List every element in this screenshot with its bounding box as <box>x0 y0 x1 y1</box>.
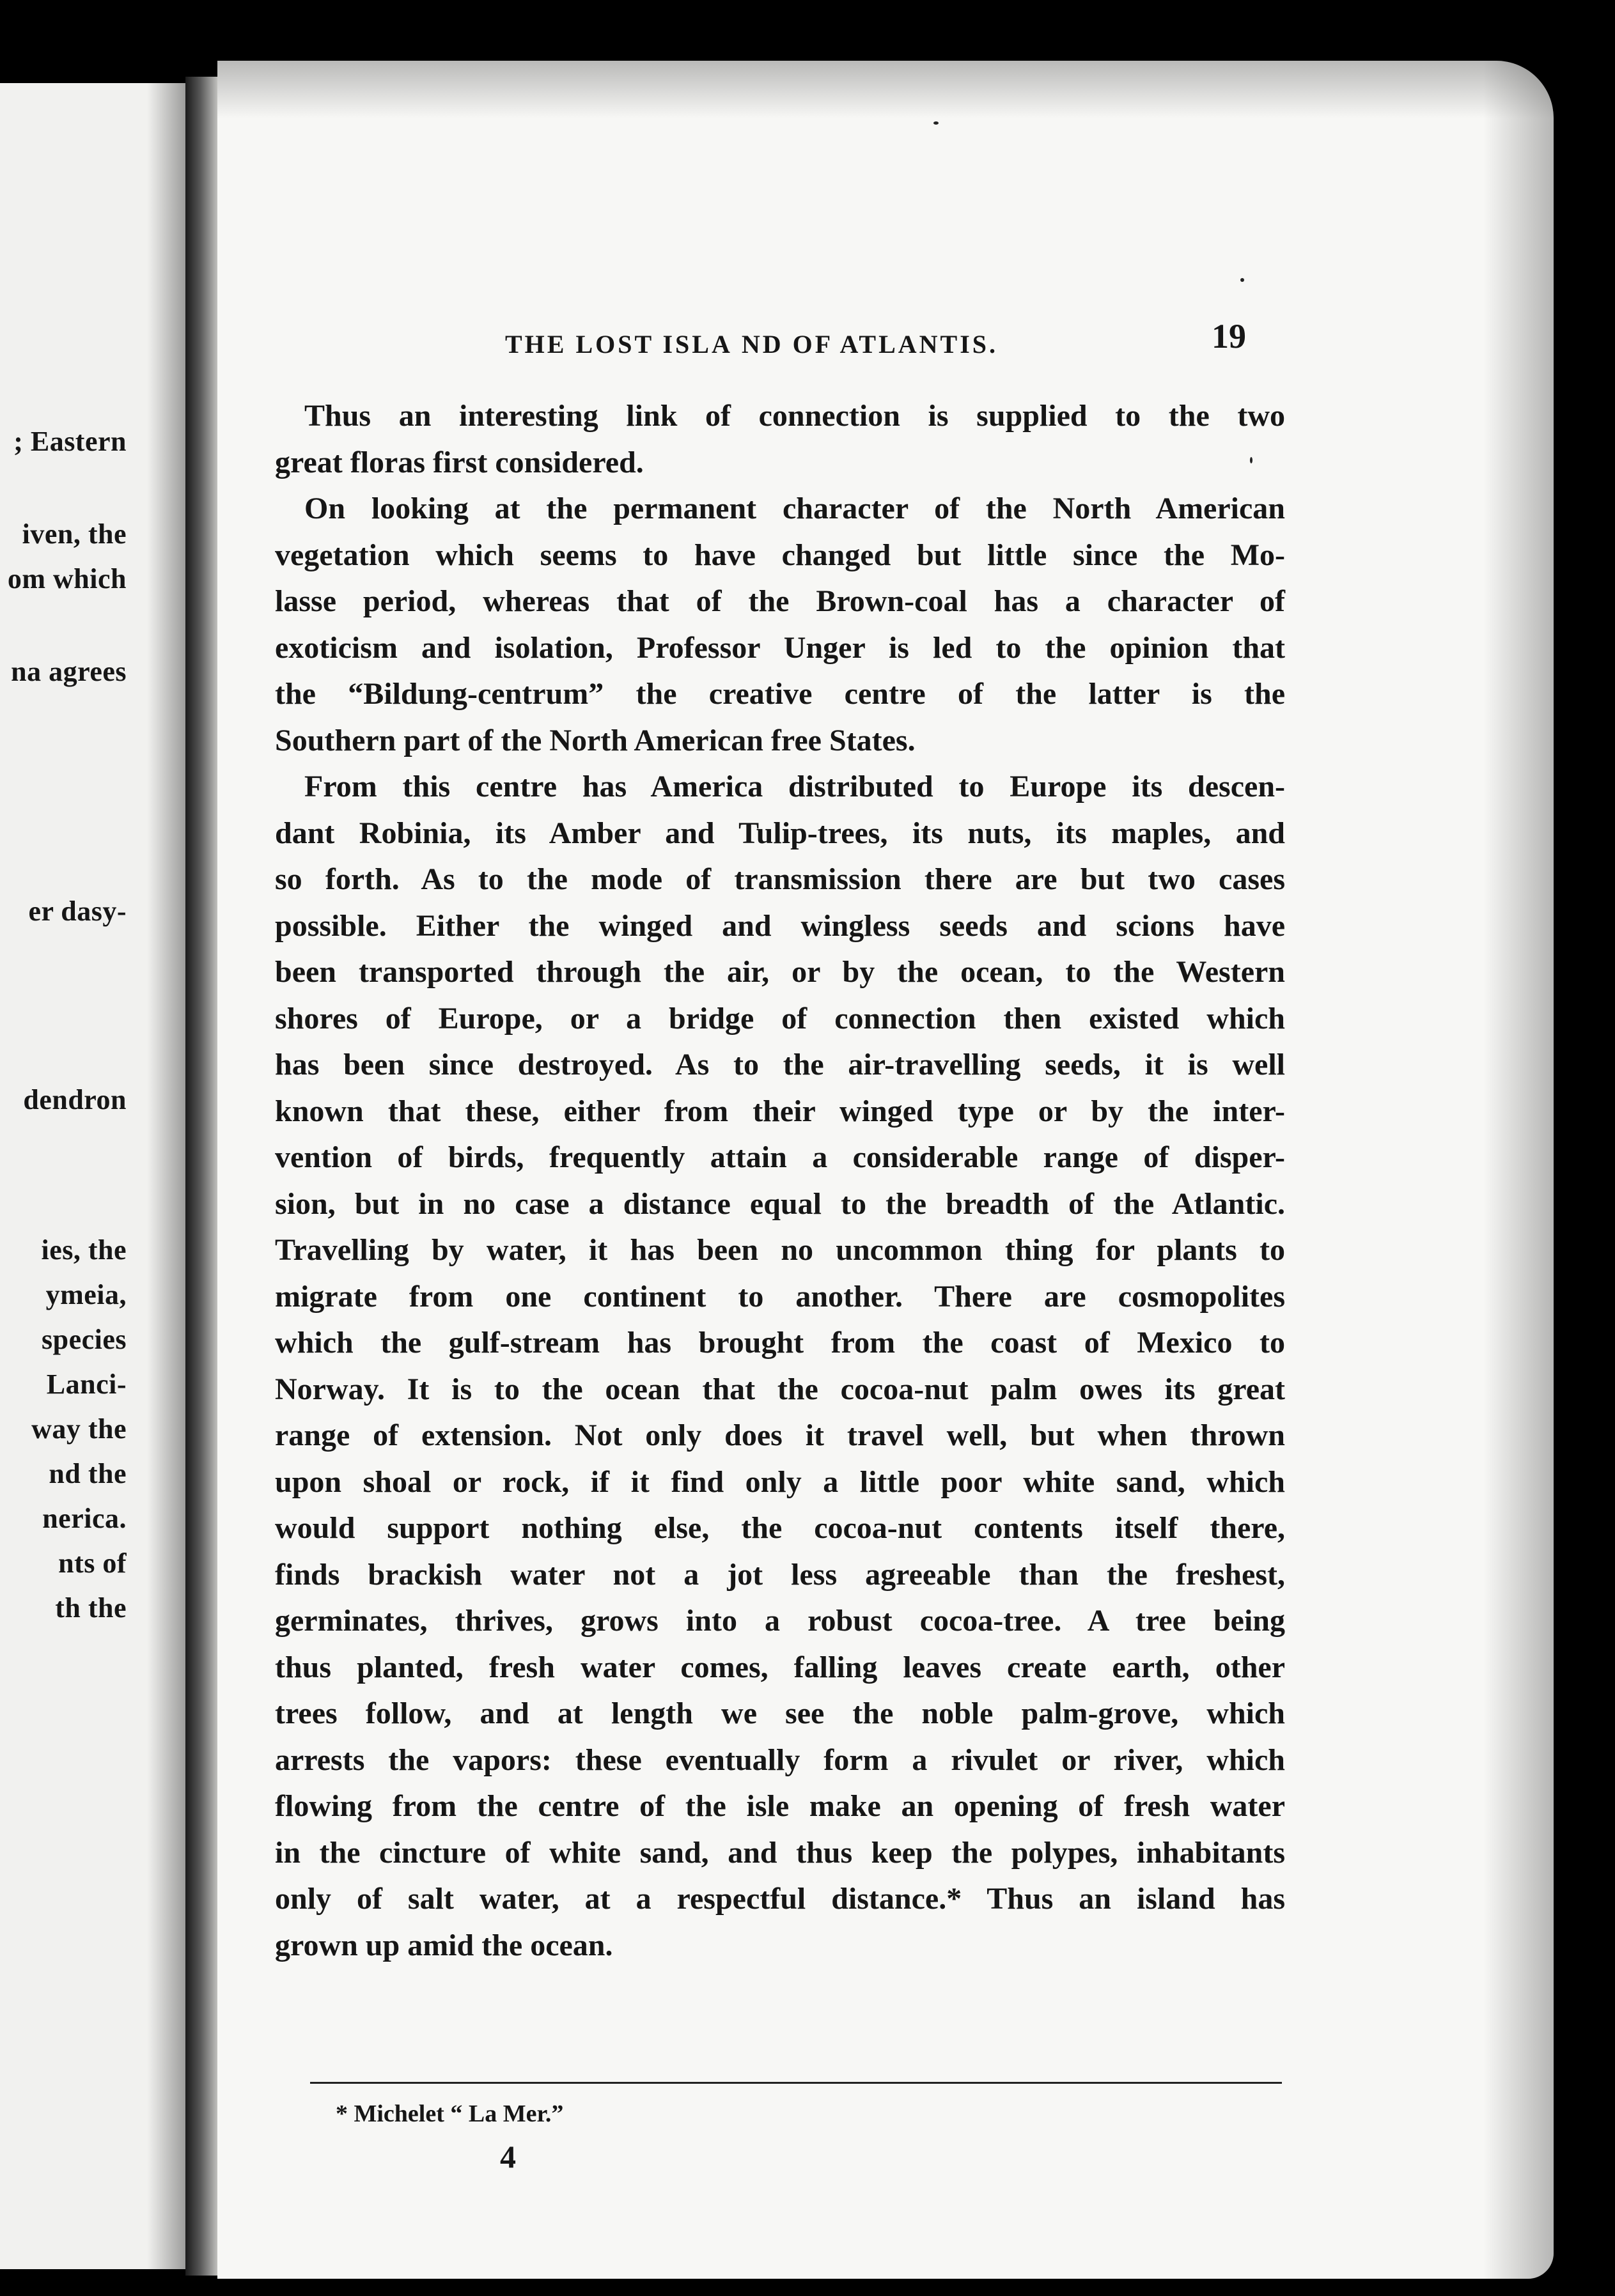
left-page-fragment: th the <box>55 1592 127 1624</box>
text-line: has been since destroyed. As to the air-travelling seeds, it is well <box>275 1048 1285 1082</box>
left-page-fragment: om which <box>7 563 127 594</box>
text-line: the “Bildung-centrum” the creative centre of the latter is the <box>275 677 1285 711</box>
left-page-fragment: dendron <box>23 1084 127 1115</box>
text-line: lasse period, whereas that of the Brown-coal has a character of <box>275 584 1285 618</box>
text-line: Southern part of the North American free States. <box>275 723 916 757</box>
left-page-fragment: way the <box>31 1413 127 1445</box>
text-line: grown up amid the ocean. <box>275 1928 613 1962</box>
text-line: would support nothing else, the cocoa-nut contents itself there, <box>275 1511 1285 1545</box>
text-line: sion, but in no case a distance equal to the breadth of the Atlantic. <box>275 1186 1285 1221</box>
left-page-fragment: Lanci- <box>46 1369 127 1400</box>
running-head: THE LOST ISLA ND OF ATLANTIS. <box>505 330 999 359</box>
text-line: upon shoal or rock, if it find only a little poor white sand, which <box>275 1464 1285 1499</box>
text-line: range of extension. Not only does it travel well, but when thrown <box>275 1418 1285 1452</box>
page-number: 19 <box>1212 317 1246 355</box>
text-line: arrests the vapors: these eventually form a rivulet or river, which <box>275 1742 1285 1777</box>
right-page <box>217 61 1554 2279</box>
text-line: known that these, either from their winged type or by the inter- <box>275 1094 1285 1128</box>
text-line: shores of Europe, or a bridge of connection then existed which <box>275 1001 1285 1036</box>
left-page-gutter-shadow <box>147 83 185 2269</box>
text-line: exoticism and isolation, Professor Unger is led to the opinion that <box>275 630 1285 665</box>
signature-mark: 4 <box>500 2139 516 2175</box>
text-line: dant Robinia, its Amber and Tulip-trees, its nuts, its maples, and <box>275 816 1285 850</box>
text-line: Thus an interesting link of connection is supplied to the two <box>304 399 1285 433</box>
text-line: Travelling by water, it has been no uncommon thing for plants to <box>275 1233 1285 1267</box>
left-page-fragment: species <box>41 1324 127 1355</box>
text-line: finds brackish water not a jot less agreeable than the freshest, <box>275 1557 1285 1592</box>
text-line: vegetation which seems to have changed but little since the Mo- <box>275 538 1285 572</box>
text-line: flowing from the centre of the isle make an opening of fresh water <box>275 1789 1285 1823</box>
text-line: so forth. As to the mode of transmission there are but two cases <box>275 862 1285 896</box>
text-line: great floras first considered. <box>275 445 644 479</box>
left-page-fragment: nd the <box>49 1458 127 1489</box>
text-line: germinates, thrives, grows into a robust cocoa-tree. A tree being <box>275 1604 1285 1638</box>
left-page <box>0 83 185 2269</box>
left-page-fragment: ; Eastern <box>13 426 127 457</box>
left-page-fragment: nts of <box>58 1547 127 1579</box>
footnote-rule <box>310 2082 1282 2084</box>
page-right-edge-shadow <box>1483 61 1554 2279</box>
text-line: only of salt water, at a respectful distance.* Thus an island has <box>275 1882 1285 1916</box>
text-line: From this centre has America distributed to Europe its descen- <box>304 770 1285 803</box>
text-line: possible. Either the winged and wingless seeds and scions have <box>275 908 1285 943</box>
text-line: which the gulf-stream has brought from the coast of Mexico to <box>275 1326 1285 1360</box>
text-line: On looking at the permanent character of the North American <box>304 492 1285 525</box>
text-line: thus planted, fresh water comes, falling leaves create earth, other <box>275 1650 1285 1684</box>
left-page-fragment: nerica. <box>42 1503 127 1534</box>
text-line: been transported through the air, or by the ocean, to the Western <box>275 955 1285 989</box>
text-line: Norway. It is to the ocean that the cocoa-nut palm owes its great <box>275 1372 1285 1406</box>
scan-speck <box>933 121 939 125</box>
left-page-fragment: ies, the <box>41 1234 127 1266</box>
text-line: in the cincture of white sand, and thus keep the polypes, inhabitants <box>275 1835 1285 1870</box>
scan-speck <box>1240 278 1244 282</box>
left-page-fragment: na agrees <box>11 656 127 687</box>
text-line: migrate from one continent to another. There are cosmopolites <box>275 1279 1285 1314</box>
scan-speck <box>1250 457 1252 463</box>
page-top-edge-shadow <box>217 61 1554 118</box>
left-page-fragment: er dasy- <box>28 896 127 927</box>
text-line: trees follow, and at length we see the noble palm-grove, which <box>275 1696 1285 1730</box>
left-page-fragment: ymeia, <box>45 1279 127 1310</box>
body-text <box>275 393 1285 1969</box>
left-page-fragment: iven, the <box>22 518 127 550</box>
footnote: * Michelet “ La Mer.” <box>336 2100 564 2127</box>
text-line: vention of birds, frequently attain a considerable range of disper- <box>275 1140 1285 1174</box>
